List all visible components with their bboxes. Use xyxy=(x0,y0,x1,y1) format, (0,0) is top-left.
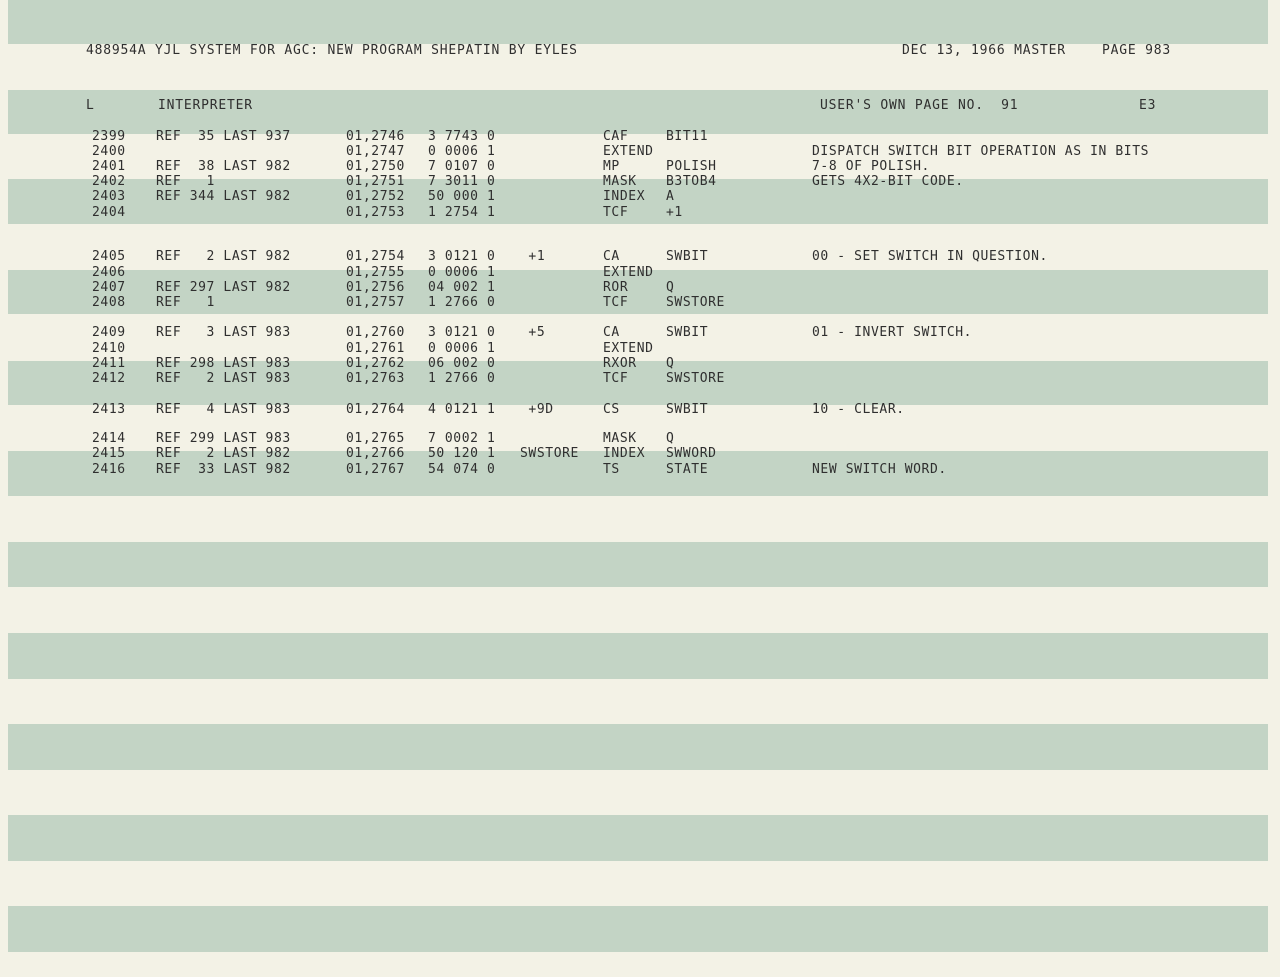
row-code: 3 0121 0 xyxy=(428,249,496,264)
paper-stripe xyxy=(8,724,1268,770)
row-op: INDEX xyxy=(603,189,646,204)
row-comment: GETS 4X2-BIT CODE. xyxy=(812,174,964,189)
subheader-code: E3 xyxy=(1139,98,1157,113)
row-ref: REF 4 LAST 983 xyxy=(156,402,291,417)
row-op: MASK xyxy=(603,174,637,189)
row-code: 3 0121 0 xyxy=(428,325,496,340)
row-comment: 00 - SET SWITCH IN QUESTION. xyxy=(812,249,1048,264)
row-seq: 2404 xyxy=(92,205,126,220)
row-arg: STATE xyxy=(666,462,709,477)
row-arg: A xyxy=(666,189,675,204)
header-date: DEC 13, 1966 MASTER xyxy=(902,43,1066,58)
row-addr: 01,2757 xyxy=(346,295,405,310)
row-arg: +1 xyxy=(666,205,683,220)
row-arg: SWBIT xyxy=(666,325,709,340)
row-op: EXTEND xyxy=(603,144,654,159)
row-arg: POLISH xyxy=(666,159,717,174)
paper-stripe xyxy=(8,0,1268,44)
row-ref: REF 2 LAST 982 xyxy=(156,249,291,264)
row-seq: 2407 xyxy=(92,280,126,295)
row-label: +9D xyxy=(520,402,554,417)
row-addr: 01,2755 xyxy=(346,265,405,280)
paper-stripe xyxy=(8,542,1268,587)
row-addr: 01,2750 xyxy=(346,159,405,174)
row-op: TCF xyxy=(603,371,629,386)
row-seq: 2399 xyxy=(92,129,126,144)
row-op: EXTEND xyxy=(603,265,654,280)
row-code: 50 120 1 xyxy=(428,446,496,461)
paper-stripe xyxy=(8,633,1268,679)
paper-stripe xyxy=(8,815,1268,861)
header-title: 488954A YJL SYSTEM FOR AGC: NEW PROGRAM SHEPATIN BY EYLES xyxy=(86,43,578,58)
row-ref: REF 297 LAST 982 xyxy=(156,280,291,295)
row-ref: REF 299 LAST 983 xyxy=(156,431,291,446)
row-code: 4 0121 1 xyxy=(428,402,496,417)
row-seq: 2412 xyxy=(92,371,126,386)
row-comment: DISPATCH SWITCH BIT OPERATION AS IN BITS xyxy=(812,144,1150,159)
row-op: RXOR xyxy=(603,356,637,371)
row-op: CS xyxy=(603,402,620,417)
row-arg: B3TOB4 xyxy=(666,174,717,189)
row-code: 54 074 0 xyxy=(428,462,496,477)
header-page: PAGE 983 xyxy=(1102,43,1172,58)
row-arg: SWSTORE xyxy=(666,371,725,386)
row-op: INDEX xyxy=(603,446,646,461)
row-addr: 01,2764 xyxy=(346,402,405,417)
row-addr: 01,2763 xyxy=(346,371,405,386)
row-op: CA xyxy=(603,325,620,340)
row-seq: 2400 xyxy=(92,144,126,159)
row-ref: REF 344 LAST 982 xyxy=(156,189,291,204)
row-code: 50 000 1 xyxy=(428,189,496,204)
row-comment: NEW SWITCH WORD. xyxy=(812,462,947,477)
row-addr: 01,2760 xyxy=(346,325,405,340)
row-op: ROR xyxy=(603,280,629,295)
row-ref: REF 2 LAST 983 xyxy=(156,371,291,386)
row-code: 0 0006 1 xyxy=(428,144,496,159)
row-code: 1 2766 0 xyxy=(428,295,496,310)
row-ref: REF 3 LAST 983 xyxy=(156,325,291,340)
row-code: 0 0006 1 xyxy=(428,341,496,356)
row-op: MP xyxy=(603,159,620,174)
row-seq: 2405 xyxy=(92,249,126,264)
row-op: CA xyxy=(603,249,620,264)
row-seq: 2413 xyxy=(92,402,126,417)
row-code: 7 0107 0 xyxy=(428,159,496,174)
row-op: MASK xyxy=(603,431,637,446)
row-ref: REF 2 LAST 982 xyxy=(156,446,291,461)
row-comment: 7-8 OF POLISH. xyxy=(812,159,930,174)
row-op: CAF xyxy=(603,129,629,144)
row-arg: SWBIT xyxy=(666,402,709,417)
row-arg: Q xyxy=(666,431,675,446)
row-seq: 2415 xyxy=(92,446,126,461)
row-ref: REF 33 LAST 982 xyxy=(156,462,291,477)
row-addr: 01,2753 xyxy=(346,205,405,220)
row-addr: 01,2754 xyxy=(346,249,405,264)
row-seq: 2410 xyxy=(92,341,126,356)
row-code: 06 002 0 xyxy=(428,356,496,371)
row-op: TS xyxy=(603,462,620,477)
row-comment: 01 - INVERT SWITCH. xyxy=(812,325,973,340)
row-code: 0 0006 1 xyxy=(428,265,496,280)
row-ref: REF 1 xyxy=(156,174,215,189)
row-code: 1 2754 1 xyxy=(428,205,496,220)
row-seq: 2416 xyxy=(92,462,126,477)
row-ref: REF 35 LAST 937 xyxy=(156,129,291,144)
row-seq: 2411 xyxy=(92,356,126,371)
row-addr: 01,2766 xyxy=(346,446,405,461)
row-arg: SWSTORE xyxy=(666,295,725,310)
row-seq: 2414 xyxy=(92,431,126,446)
row-code: 04 002 1 xyxy=(428,280,496,295)
row-seq: 2408 xyxy=(92,295,126,310)
row-ref: REF 298 LAST 983 xyxy=(156,356,291,371)
row-op: TCF xyxy=(603,295,629,310)
row-seq: 2406 xyxy=(92,265,126,280)
row-ref: REF 1 xyxy=(156,295,215,310)
row-seq: 2409 xyxy=(92,325,126,340)
subheader-section: INTERPRETER xyxy=(158,98,253,113)
row-op: EXTEND xyxy=(603,341,654,356)
row-arg: Q xyxy=(666,280,675,295)
subheader-user-page: USER'S OWN PAGE NO. 91 xyxy=(820,98,1019,113)
row-arg: SWWORD xyxy=(666,446,717,461)
row-addr: 01,2761 xyxy=(346,341,405,356)
row-code: 7 0002 1 xyxy=(428,431,496,446)
paper-stripe xyxy=(8,906,1268,952)
row-arg: SWBIT xyxy=(666,249,709,264)
row-op: TCF xyxy=(603,205,629,220)
row-addr: 01,2756 xyxy=(346,280,405,295)
row-seq: 2401 xyxy=(92,159,126,174)
row-addr: 01,2747 xyxy=(346,144,405,159)
row-arg: Q xyxy=(666,356,675,371)
row-code: 7 3011 0 xyxy=(428,174,496,189)
row-comment: 10 - CLEAR. xyxy=(812,402,905,417)
row-addr: 01,2746 xyxy=(346,129,405,144)
row-addr: 01,2751 xyxy=(346,174,405,189)
row-label: +1 xyxy=(520,249,546,264)
row-label: +5 xyxy=(520,325,546,340)
row-addr: 01,2765 xyxy=(346,431,405,446)
row-arg: BIT11 xyxy=(666,129,709,144)
row-addr: 01,2762 xyxy=(346,356,405,371)
row-seq: 2403 xyxy=(92,189,126,204)
subheader-flag: L xyxy=(86,98,95,113)
row-label: SWSTORE xyxy=(520,446,579,461)
row-seq: 2402 xyxy=(92,174,126,189)
row-ref: REF 38 LAST 982 xyxy=(156,159,291,174)
row-addr: 01,2752 xyxy=(346,189,405,204)
row-code: 3 7743 0 xyxy=(428,129,496,144)
row-addr: 01,2767 xyxy=(346,462,405,477)
row-code: 1 2766 0 xyxy=(428,371,496,386)
